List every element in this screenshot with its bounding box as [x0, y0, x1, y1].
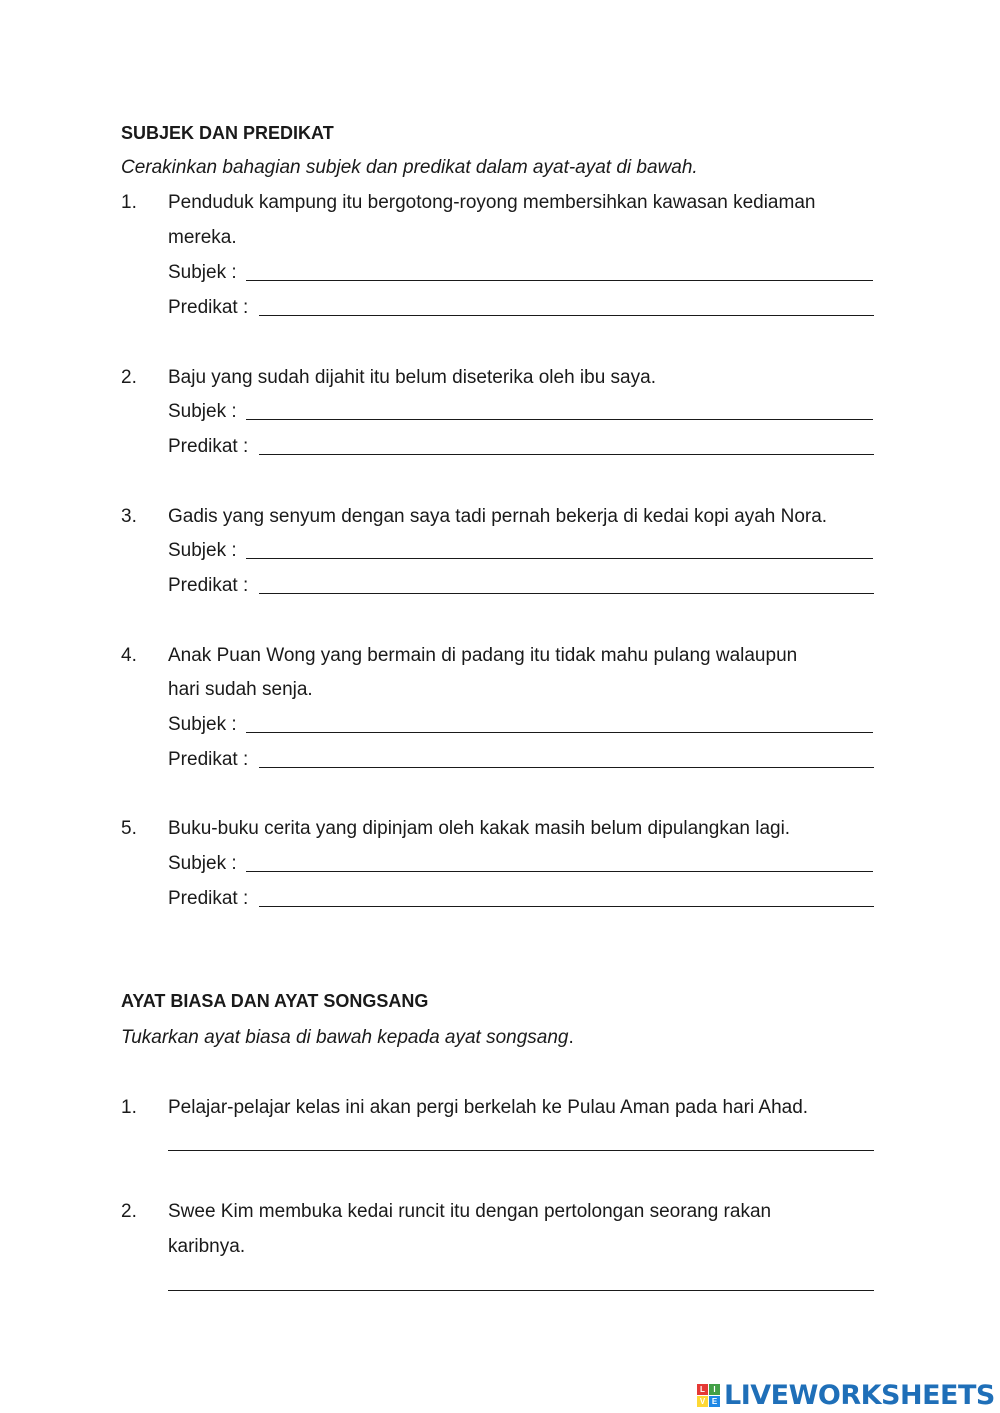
s1-item4-line1: Anak Puan Wong yang bermain di padang itu tidak mahu pulang walaupun	[168, 645, 798, 666]
s1-item2-subjek-label: Subjek :	[168, 401, 237, 422]
s1-item5-subjek-label: Subjek :	[168, 853, 237, 874]
s1-item4-predikat-answer-line[interactable]	[259, 767, 874, 768]
liveworksheets-logo	[697, 1380, 995, 1410]
s1-item3-predikat-label: Predikat :	[168, 575, 249, 596]
logo-mark-letter: V	[697, 1396, 708, 1407]
logo-mark-letter: E	[709, 1396, 720, 1407]
s1-item1-subjek-label: Subjek :	[168, 262, 237, 283]
s1-item3-subjek-label: Subjek :	[168, 540, 237, 561]
s2-item1-line1: Pelajar-pelajar kelas ini akan pergi berkelah ke Pulau Aman pada hari Ahad.	[168, 1097, 809, 1118]
s1-item2-line1: Baju yang sudah dijahit itu belum diseterika oleh ibu saya.	[168, 367, 656, 388]
section1-title: SUBJEK DAN PREDIKAT	[121, 123, 334, 143]
section2-instruction-wrap	[121, 1028, 574, 1047]
section2-title: AYAT BIASA DAN AYAT SONGSANG	[121, 991, 429, 1011]
s1-item1-predikat-label: Predikat :	[168, 297, 249, 318]
s1-item1-subjek-answer-line[interactable]	[246, 280, 873, 281]
s1-item5-predikat-label: Predikat :	[168, 888, 249, 909]
s1-item4-line2: hari sudah senja.	[168, 679, 313, 700]
s1-item5-subjek-answer-line[interactable]	[246, 871, 873, 872]
section2-instruction-period: .	[568, 1027, 574, 1048]
s1-item4-subjek-answer-line[interactable]	[246, 732, 873, 733]
s1-item3-subjek-answer-line[interactable]	[246, 558, 873, 559]
s1-item1-predikat-answer-line[interactable]	[259, 315, 874, 316]
s1-item1-line1: Penduduk kampung itu bergotong-royong membersihkan kawasan kediaman	[168, 192, 816, 213]
s1-item5-number: 5.	[121, 818, 137, 839]
section1-instruction: Cerakinkan bahagian subjek dan predikat dalam ayat-ayat di bawah.	[121, 157, 698, 178]
s1-item3-predikat-answer-line[interactable]	[259, 593, 874, 594]
s1-item3-line1: Gadis yang senyum dengan saya tadi pernah bekerja di kedai kopi ayah Nora.	[168, 506, 828, 527]
logo-mark-letter: L	[697, 1384, 708, 1395]
s1-item1-number: 1.	[121, 192, 137, 213]
logo-text: LIVEWORKSHEETS	[724, 1379, 995, 1411]
s2-item2-line2: karibnya.	[168, 1236, 246, 1257]
s1-item5-predikat-answer-line[interactable]	[259, 906, 874, 907]
s1-item2-number: 2.	[121, 367, 137, 388]
s1-item5-line1: Buku-buku cerita yang dipinjam oleh kakak masih belum dipulangkan lagi.	[168, 818, 791, 839]
s1-item2-predikat-label: Predikat :	[168, 436, 249, 457]
s1-item4-number: 4.	[121, 645, 137, 666]
s2-item2-line1: Swee Kim membuka kedai runcit itu dengan pertolongan seorang rakan	[168, 1201, 772, 1222]
logo-mark-icon	[697, 1384, 720, 1407]
s1-item1-line2: mereka.	[168, 227, 237, 248]
s2-item2-answer-line[interactable]	[168, 1290, 874, 1291]
s2-item1-number: 1.	[121, 1097, 137, 1118]
logo-mark-letter: I	[709, 1384, 720, 1395]
s1-item3-number: 3.	[121, 506, 137, 527]
s2-item2-number: 2.	[121, 1201, 137, 1222]
s1-item4-subjek-label: Subjek :	[168, 714, 237, 735]
s1-item2-predikat-answer-line[interactable]	[259, 454, 874, 455]
s2-item1-answer-line[interactable]	[168, 1150, 874, 1151]
section2-instruction: Tukarkan ayat biasa di bawah kepada ayat songsang	[121, 1027, 569, 1048]
s1-item4-predikat-label: Predikat :	[168, 749, 249, 770]
s1-item2-subjek-answer-line[interactable]	[246, 419, 873, 420]
